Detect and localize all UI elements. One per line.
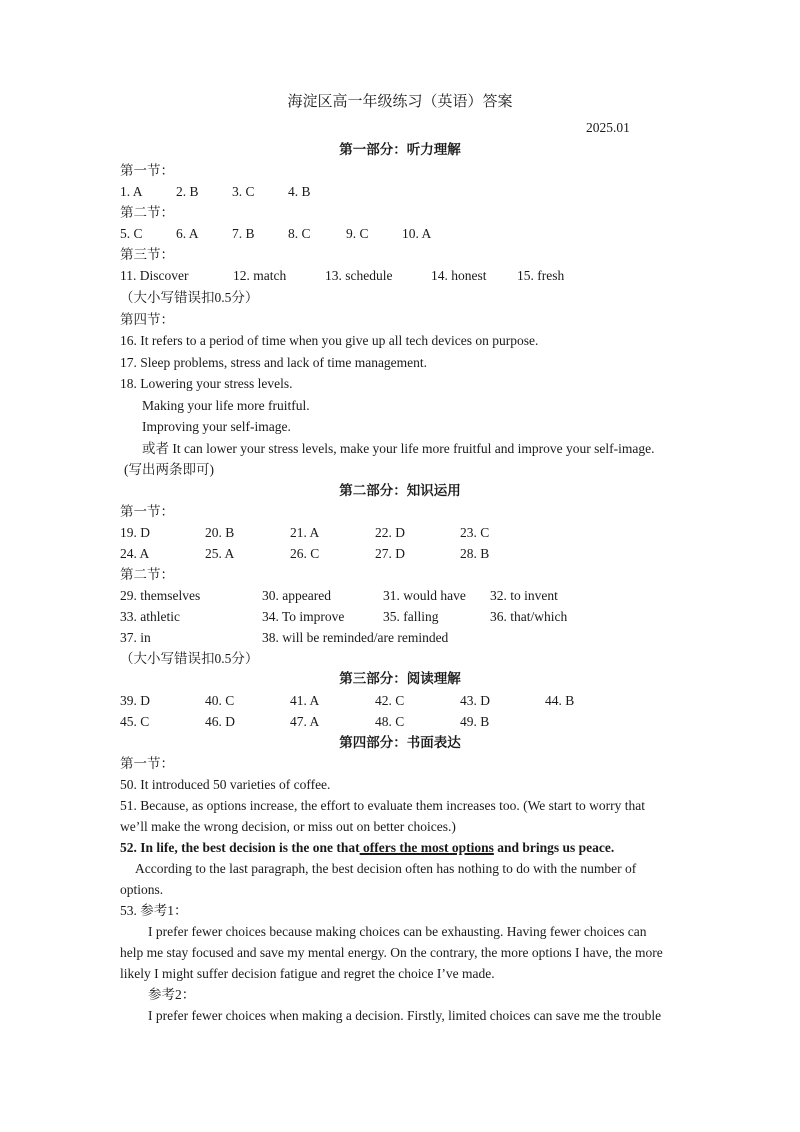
answer-item: 22. D [375, 525, 405, 540]
answer-line: help me stay focused and save my mental energy. On the contrary, the more options I have, the more [120, 945, 663, 960]
part2-sec1-label: 第一节： [120, 504, 174, 519]
answer-line: 或者 It can lower your stress levels, make your life more fruitful and improve your self-image. [142, 441, 655, 456]
answer-line: According to the last paragraph, the best decision often has nothing to do with the number of [135, 861, 637, 876]
answer-item: 20. B [205, 525, 235, 540]
answer-item: 14. honest [431, 268, 487, 283]
answer-item: 28. B [460, 546, 490, 561]
answer-line: 16. It refers to a period of time when you give up all tech devices on purpose. [120, 333, 539, 348]
part1-sec1-label: 第一节： [120, 163, 174, 178]
answer-item: 32. to invent [490, 588, 558, 603]
answer-item: 21. A [290, 525, 320, 540]
part4-heading: 第四部分：书面表达 [339, 735, 461, 750]
scoring-note: (写出两条即可) [124, 462, 214, 477]
date-label: 2025.01 [586, 120, 630, 135]
answer-item: 12. match [233, 268, 287, 283]
answer-item: 43. D [460, 693, 490, 708]
answer-item: 29. themselves [120, 588, 201, 603]
scoring-note: （大小写错误扣0.5分） [120, 651, 259, 666]
answer-item: 10. A [402, 226, 432, 241]
answer-line: I prefer fewer choices when making a decision. Firstly, limited choices can save me the trouble [148, 1008, 662, 1023]
scoring-note: （大小写错误扣0.5分） [120, 290, 259, 305]
answer-item: 31. would have [383, 588, 466, 603]
answer-item: 19. D [120, 525, 150, 540]
answer-line: Improving your self-image. [142, 419, 291, 434]
answer-item: 25. A [205, 546, 235, 561]
part1-sec2-label: 第二节： [120, 205, 174, 220]
answer-item: 49. B [460, 714, 490, 729]
part2-sec2-label: 第二节： [120, 567, 174, 582]
answer-item: 27. D [375, 546, 405, 561]
answer-item: 9. C [346, 226, 369, 241]
answer-line: 17. Sleep problems, stress and lack of time management. [120, 355, 428, 370]
part1-heading: 第一部分：听力理解 [339, 142, 461, 157]
answer-line: likely I might suffer decision fatigue and regret the choice I’ve made. [120, 966, 495, 981]
answer-item: 48. C [375, 714, 405, 729]
answer-item: 23. C [460, 525, 490, 540]
answer-52-part1: 52. In life, the best decision is the one that [120, 840, 360, 855]
answer-item: 38. will be reminded/are reminded [262, 630, 449, 645]
answer-line: we’ll make the wrong decision, or miss out on better choices.) [120, 819, 456, 834]
answer-item: 47. A [290, 714, 320, 729]
answer-line: 50. It introduced 50 varieties of coffee. [120, 777, 331, 792]
answer-52-part3: and brings us peace. [493, 840, 615, 855]
answer-item: 37. in [120, 630, 151, 645]
reference-label: 53. 参考1： [120, 903, 188, 918]
answer-item: 42. C [375, 693, 405, 708]
reference-label: 参考2： [148, 987, 196, 1002]
answer-item: 4. B [288, 184, 311, 199]
answer-item: 13. schedule [325, 268, 393, 283]
answer-item: 30. appeared [262, 588, 331, 603]
answer-item: 6. A [176, 226, 199, 241]
answer-item: 33. athletic [120, 609, 180, 624]
answer-item: 5. C [120, 226, 143, 241]
answer-line: Making your life more fruitful. [142, 398, 310, 413]
part4-sec1-label: 第一节： [120, 756, 174, 771]
answer-item: 7. B [232, 226, 255, 241]
answer-item: 39. D [120, 693, 150, 708]
answer-52-underlined: offers the most options [359, 840, 494, 855]
answer-item: 26. C [290, 546, 320, 561]
answer-line: options. [120, 882, 164, 897]
answer-item: 34. To improve [262, 609, 345, 624]
answer-item: 41. A [290, 693, 320, 708]
answer-line-52 [120, 839, 614, 857]
answer-item: 44. B [545, 693, 575, 708]
answer-item: 3. C [232, 184, 255, 199]
answer-item: 40. C [205, 693, 235, 708]
answer-item: 45. C [120, 714, 150, 729]
answer-line: 18. Lowering your stress levels. [120, 376, 293, 391]
answer-item: 24. A [120, 546, 150, 561]
answer-item: 1. A [120, 184, 143, 199]
part3-heading: 第三部分：阅读理解 [339, 671, 461, 686]
answer-item: 36. that/which [490, 609, 568, 624]
answer-line: I prefer fewer choices because making choices can be exhausting. Having fewer choices can [148, 924, 647, 939]
answer-item: 46. D [205, 714, 235, 729]
answer-item: 8. C [288, 226, 311, 241]
answer-item: 11. Discover [120, 268, 189, 283]
answer-item: 35. falling [383, 609, 439, 624]
page-title: 海淀区高一年级练习（英语）答案 [287, 94, 513, 110]
answer-line: 51. Because, as options increase, the effort to evaluate them increases too. (We start to worry that [120, 798, 645, 813]
part2-heading: 第二部分：知识运用 [339, 483, 461, 498]
answer-item: 15. fresh [517, 268, 565, 283]
part1-sec4-label: 第四节： [120, 312, 174, 327]
answer-item: 2. B [176, 184, 199, 199]
part1-sec3-label: 第三节： [120, 247, 174, 262]
